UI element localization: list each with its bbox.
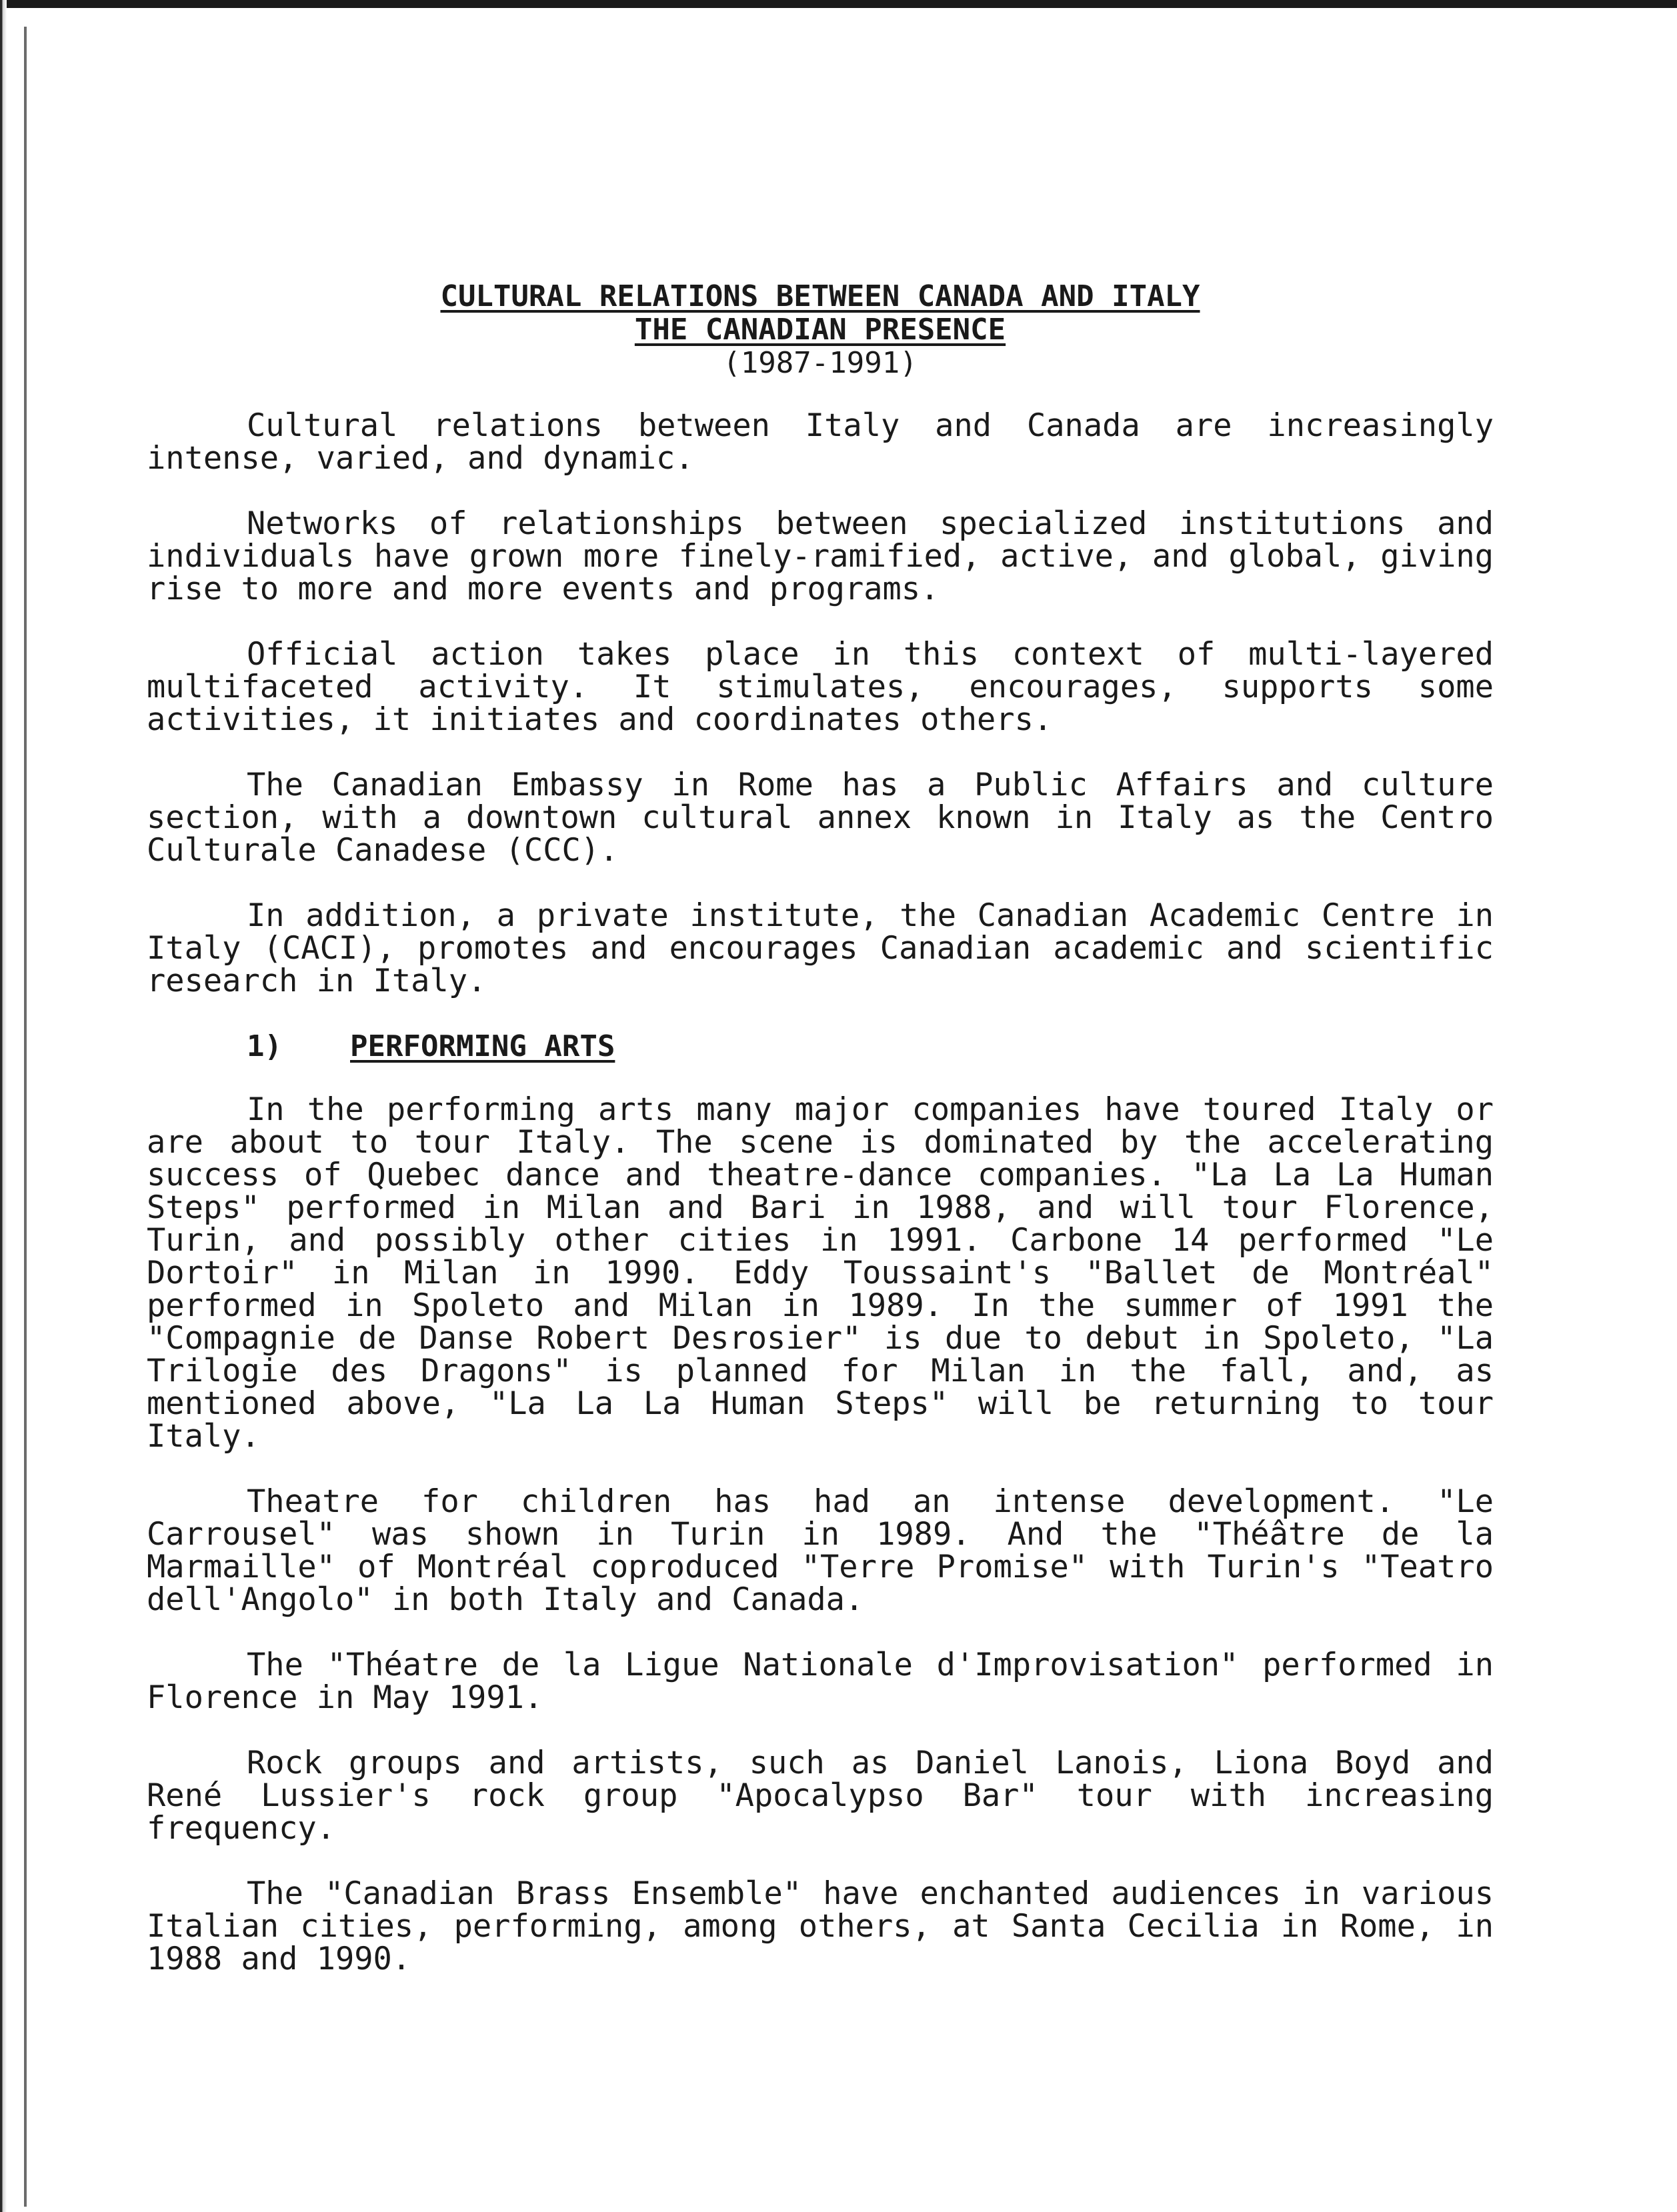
scan-left-edge: [0, 0, 7, 2212]
scan-binding-line: [24, 27, 27, 2207]
paragraph-intro-2: Networks of relationships between specialized institutions and individuals have grown more finely-ramified, active, and global, giving rise to more and more events and programs.: [147, 505, 1494, 607]
paragraph-intro-1: Cultural relations between Italy and Canada are increasingly intense, varied, and dynamic.: [147, 407, 1494, 477]
paragraph-intro-3: Official action takes place in this context of multi-layered multifaceted activity. It stimulates, encourages, supports some activities, it initiates and coordinates others.: [147, 636, 1494, 738]
paragraph-performing-3: The "Théatre de la Ligue Nationale d'Improvisation" performed in Florence in May 1991.: [147, 1647, 1494, 1716]
document-subtitle: THE CANADIAN PRESENCE: [634, 313, 1006, 347]
section-number: 1): [247, 1029, 282, 1063]
paragraph-performing-2: Theatre for children has had an intense development. "Le Carrousel" was shown in Turin in 1989. And the "Théâtre de la Marmaille" of Montréal coproduced "Terre Promise" with Turin's "Teatro dell'Angolo" in both Italy and Canada.: [147, 1483, 1494, 1618]
document-years: (1987-1991): [723, 346, 918, 380]
document-heading: [147, 280, 1494, 380]
paragraph-performing-1: In the performing arts many major companies have toured Italy or are about to tour Italy. The scene is dominated by the accelerating success of Quebec dance and theatre-dance companies. "La La La Human Steps" performed in Milan and Bari in 1988, and will tour Florence, Turin, and possibly other cities in 1991. Carbone 14 performed "Le Dortoir" in Milan in 1990. Eddy Toussaint's "Ballet de Montréal" performed in Spoleto and Milan in 1989. In the summer of 1991 the "Compagnie de Danse Robert Desrosier" is due to debut in Spoleto, "La Trilogie des Dragons" is planned for Milan in the fall, and, as mentioned above, "La La La Human Steps" will be returning to tour Italy.: [147, 1091, 1494, 1455]
section-heading-performing-arts: [247, 1030, 1494, 1063]
paragraph-intro-5: In addition, a private institute, the Canadian Academic Centre in Italy (CACI), promotes and encourages Canadian academic and scientific research in Italy.: [147, 897, 1494, 999]
document-page: [147, 280, 1494, 2008]
section-title: PERFORMING ARTS: [350, 1029, 615, 1063]
scan-top-border: [0, 0, 1677, 8]
paragraph-performing-4: Rock groups and artists, such as Daniel Lanois, Liona Boyd and René Lussier's rock group "Apocalypso Bar" tour with increasing frequency.: [147, 1745, 1494, 1847]
paragraph-performing-5: The "Canadian Brass Ensemble" have enchanted audiences in various Italian cities, performing, among others, at Santa Cecilia in Rome, in 1988 and 1990.: [147, 1875, 1494, 1977]
paragraph-intro-4: The Canadian Embassy in Rome has a Public Affairs and culture section, with a downtown cultural annex known in Italy as the Centro Culturale Canadese (CCC).: [147, 767, 1494, 869]
document-title: CULTURAL RELATIONS BETWEEN CANADA AND ITALY: [440, 279, 1200, 313]
